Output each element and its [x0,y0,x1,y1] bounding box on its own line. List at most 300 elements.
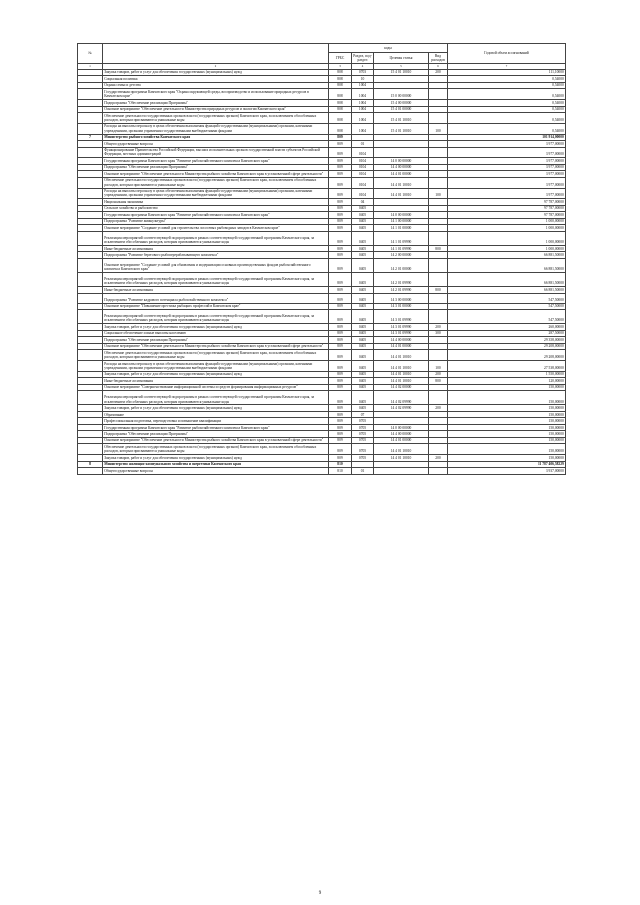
row-target-article: 14 4 02 09990 [374,405,429,411]
row-num [78,350,103,361]
table-header-row [78,44,566,53]
row-expense-type [429,310,448,324]
row-expense-type: 800 [429,245,448,251]
row-grbs: 809 [329,405,352,411]
row-sum: 547,50000 [448,310,566,324]
row-num [78,444,103,455]
row-sum: 150,00000 [448,418,566,424]
row-name: Обеспечение деятельности государственных органов власти (государственных органов) Камчатского края, за исключением обособленных расходов, которым присваиваются уникальные коды [103,350,329,361]
row-razd: 01 [352,468,374,474]
row-sum: 150,00000 [448,411,566,417]
row-name: Министерство жилищно-коммунального хозяйства и энергетики Камчатского края [103,461,329,467]
row-sum: 1 000,00000 [448,225,566,231]
row-grbs: 809 [329,212,352,218]
row-grbs: 809 [329,218,352,224]
row-sum: 97 787,00000 [448,199,566,205]
row-target-article: 14 4 01 10010 [374,188,429,199]
row-name: Подпрограмма "Развитие аквакультуры" [103,218,329,224]
row-target-article: 14 3 01 09990 [374,330,429,336]
row-target-article: 14 4 01 00000 [374,171,429,177]
row-razd: 0705 [352,444,374,455]
row-grbs: 809 [329,411,352,417]
row-sum: 0,54000 [448,123,566,134]
row-name: Государственная программа Камчатского края "Охрана окружающей среды, воспроизводство и использование природных ресурсов в Камчатском крае" [103,89,329,100]
row-razd: 10 [352,76,374,82]
row-target-article: 15 4 01 10010 [374,123,429,134]
row-target-article: 14 4 01 00000 [374,437,429,443]
row-sum: 3 977,00000 [448,177,566,188]
row-sum: 97 787,00000 [448,205,566,211]
row-name: Основное мероприятие "Обеспечение деятельности Министерства рыбного хозяйства Камчатского края в установленной сфере деятельности" [103,171,329,177]
row-sum: 547,50000 [448,303,566,309]
row-razd: 0405 [352,225,374,231]
row-name: Основное мероприятие "Создание условий для строительства лососевых рыбоводных заводов в Камчатском крае" [103,225,329,231]
row-sum: 29 208,00000 [448,350,566,361]
row-razd: 1004 [352,82,374,88]
row-sum: 3 977,00000 [448,141,566,147]
row-name: Государственная программа Камчатского края "Развитие рыбохозяйственного комплекса Камчатского края" [103,158,329,164]
row-expense-type: 200 [429,69,448,75]
row-name: Закупка товаров, работ и услуг для обеспечения государственных (муниципальных) нужд [103,455,329,461]
row-grbs: 809 [329,252,352,258]
row-razd: 0405 [352,350,374,361]
row-sum: 287,50000 [448,330,566,336]
row-sum: 3 937,00000 [448,468,566,474]
budget-table [77,43,566,475]
row-expense-type [429,273,448,287]
row-name: Реализация мероприятий соответствующей подпрограммы в рамках соответствующей государственной программы Камчатского края, за исключением обособленных расходов, которым присваиваются уникальные коды [103,310,329,324]
row-target-article: 14 4 01 10010 [374,455,429,461]
row-grbs: 809 [329,231,352,245]
row-sum: 150,00000 [448,391,566,405]
row-name: Основное мероприятие "Обеспечение деятельности Министерства рыбного хозяйства Камчатского края в установленной сфере деятельности" [103,343,329,349]
row-num [78,188,103,199]
row-name: Иные бюджетные ассигнования [103,245,329,251]
row-name: Обеспечение деятельности государственных органов власти (государственных органов) Камчатского края, за исключением обособленных расходов, которым присваиваются уникальные коды [103,112,329,123]
row-sum: 3 977,00000 [448,147,566,158]
row-target-article: 14 3 01 09990 [374,324,429,330]
row-razd: 0405 [352,405,374,411]
row-grbs: 809 [329,424,352,430]
row-sum: 29 358,00000 [448,337,566,343]
row-name: Подпрограмма "Развитие кадрового потенциала рыбохозяйственного комплекса" [103,293,329,303]
row-name: Сельское хозяйство и рыболовство [103,205,329,211]
row-razd: 0104 [352,158,374,164]
index-cell: 2 [103,64,329,70]
row-expense-type [429,147,448,158]
header-cs: Целевая статья [374,53,429,64]
row-num: 8 [78,461,103,467]
row-grbs: 809 [329,273,352,287]
row-target-article: 14 2 01 09990 [374,287,429,293]
row-razd: 0405 [352,273,374,287]
row-sum: 1 000,00000 [448,245,566,251]
row-sum: 27 538,00000 [448,361,566,372]
row-grbs: 808 [329,112,352,123]
row-expense-type: 100 [429,361,448,372]
row-razd: 1004 [352,112,374,123]
index-cell: 1 [78,64,103,70]
row-target-article: 14 2 01 00000 [374,258,429,272]
row-grbs: 809 [329,384,352,390]
row-grbs: 808 [329,123,352,134]
table-row [78,258,566,272]
row-expense-type [429,444,448,455]
row-target-article: 14 3 01 00000 [374,303,429,309]
row-sum: 260,00000 [448,324,566,330]
row-expense-type: 200 [429,455,448,461]
row-target-article: 14 4 01 10010 [374,350,429,361]
table-row [78,293,566,303]
row-grbs: 809 [329,158,352,164]
row-num [78,310,103,324]
row-target-article: 14 1 01 09990 [374,245,429,251]
row-sum: 66 881,50000 [448,258,566,272]
row-expense-type [429,89,448,100]
row-name: Подпрограмма "Обеспечение реализации Программы" [103,431,329,437]
row-name: Основное мероприятие "Повышение престижа рыбацких профессий в Камчатском крае" [103,303,329,309]
row-grbs: 809 [329,303,352,309]
header-razd: Раздел, под-раздел [353,53,372,63]
row-razd: 0405 [352,324,374,330]
table-row [78,361,566,372]
row-expense-type [429,258,448,272]
row-name: Обеспечение деятельности государственных органов власти (государственных органов) Камчатского края, за исключением обособленных расходов, которым присваиваются уникальные коды [103,177,329,188]
row-num [78,123,103,134]
row-name: Подпрограмма "Обеспечение реализации Программы" [103,100,329,106]
row-num [78,231,103,245]
row-target-article: 14 1 00 00000 [374,218,429,224]
row-target-article: 14 1 01 00000 [374,225,429,231]
row-grbs: 809 [329,258,352,272]
row-num [78,112,103,123]
row-grbs: 809 [329,199,352,205]
row-sum: 1 000,00000 [448,231,566,245]
row-name: Основное мероприятие "Совершенствование информационной системы и средств формирования информационных ресурсов" [103,384,329,390]
row-expense-type: 100 [429,188,448,199]
row-target-article: 14 4 02 09990 [374,391,429,405]
row-grbs: 809 [329,418,352,424]
row-razd: 0405 [352,391,374,405]
row-name: Расходы на выплаты персоналу в целях обеспечения выполнения функций государственными (муниципальными) органами, казенными учреждениями, органами управления государственными внебюджетными фондами [103,123,329,134]
row-num [78,468,103,474]
row-razd: 0405 [352,212,374,218]
table-row [78,177,566,188]
row-target-article: 14 4 00 00000 [374,431,429,437]
row-num [78,273,103,287]
row-target-article: 14 4 01 00000 [374,343,429,349]
row-razd: 0405 [352,337,374,343]
row-sum: 120,00000 [448,378,566,384]
row-target-article: 14 2 00 00000 [374,252,429,258]
row-expense-type: 200 [429,324,448,330]
row-grbs: 809 [329,147,352,158]
row-razd: 0405 [352,231,374,245]
row-grbs: 809 [329,330,352,336]
row-target-article: 14 4 01 10010 [374,444,429,455]
row-name: Социальная политика [103,76,329,82]
row-grbs: 810 [329,468,352,474]
row-grbs: 809 [329,134,352,140]
row-expense-type [429,231,448,245]
row-expense-type [429,391,448,405]
row-grbs: 809 [329,343,352,349]
table-row [78,231,566,245]
row-target-article: 14 4 00 00000 [374,337,429,343]
row-grbs: 809 [329,431,352,437]
header-sum: Годовой объем ассигнований [448,44,566,64]
row-razd: 0405 [352,371,374,377]
row-sum: 547,50000 [448,293,566,303]
row-grbs: 809 [329,444,352,455]
row-expense-type [429,112,448,123]
row-sum: 3 977,00000 [448,188,566,199]
row-grbs: 808 [329,69,352,75]
row-name: Закупка товаров, работ и услуг для обеспечения государственных (муниципальных) нужд [103,371,329,377]
index-cell: 5 [374,64,429,70]
row-sum: 150,00000 [448,424,566,430]
row-num [78,293,103,303]
row-num [78,147,103,158]
row-target-article [374,468,429,474]
row-name: Реализация мероприятий соответствующей подпрограммы в рамках соответствующей государственной программы Камчатского края, за исключением обособленных расходов, которым присваиваются уникальные коды [103,391,329,405]
row-name: Закупка товаров, работ и услуг для обеспечения государственных (муниципальных) нужд [103,405,329,411]
row-target-article: 14 4 01 10010 [374,177,429,188]
row-target-article: 14 4 01 10010 [374,378,429,384]
row-grbs: 809 [329,293,352,303]
row-target-article: 15 4 01 00000 [374,106,429,112]
row-razd: 01 [352,141,374,147]
row-target-article: 15 4 01 10010 [374,69,429,75]
index-cell: 6 [429,64,448,70]
row-grbs: 808 [329,89,352,100]
row-name: Расходы на выплаты персоналу в целях обеспечения выполнения функций государственными (муниципальными) органами, казенными учреждениями, органами управления государственными внебюджетными фондами [103,361,329,372]
row-razd: 0104 [352,147,374,158]
row-name: Обеспечение деятельности государственных органов власти (государственных органов) Камчатского края, за исключением обособленных расходов, которым присваиваются уникальные коды [103,444,329,455]
row-sum: 3 977,00000 [448,171,566,177]
row-name: Государственная программа Камчатского края "Развитие рыбохозяйственного комплекса Камчатского края" [103,424,329,430]
table-row [78,112,566,123]
row-sum: 0,54000 [448,76,566,82]
row-name: Закупка товаров, работ и услуг для обеспечения государственных (муниципальных) нужд [103,324,329,330]
table-row [78,123,566,134]
row-target-article: 15 0 00 00000 [374,89,429,100]
table-row [78,310,566,324]
row-grbs: 809 [329,177,352,188]
row-expense-type: 300 [429,330,448,336]
row-sum: 0,54000 [448,112,566,123]
page-number: 9 [318,891,322,896]
row-sum: 66 881,50000 [448,273,566,287]
row-razd: 0405 [352,205,374,211]
header-num: № [78,44,103,64]
table-row [78,391,566,405]
table-row [78,444,566,455]
row-name: Министерство рыбного хозяйства Камчатского края [103,134,329,140]
row-name: Подпрограмма "Развитие берегового рыбоперерабатывающего комплекса" [103,252,329,258]
row-num [78,89,103,100]
row-grbs: 809 [329,171,352,177]
table-row [78,89,566,100]
row-target-article: 14 2 01 09990 [374,273,429,287]
row-razd: 0703 [352,69,374,75]
row-target-article: 14 0 00 00000 [374,424,429,430]
row-name: Государственная программа Камчатского края "Развитие рыбохозяйственного комплекса Камчатского края" [103,212,329,218]
row-num [78,258,103,272]
row-razd: 0405 [352,330,374,336]
row-razd: 0705 [352,418,374,424]
row-target-article: 14 4 00 00000 [374,164,429,170]
row-target-article [374,147,429,158]
row-name: Охрана семьи и детства [103,82,329,88]
row-name: Иные бюджетные ассигнования [103,378,329,384]
row-sum: 111,10000 [448,69,566,75]
row-grbs: 809 [329,205,352,211]
row-grbs: 808 [329,82,352,88]
row-name: Расходы на выплаты персоналу в целях обеспечения выполнения функций государственными (муниципальными) органами, казенными учреждениями, органами управления государственными внебюджетными фондами [103,188,329,199]
header-vr: Вид расходов [429,53,448,64]
row-sum: 3 977,00000 [448,164,566,170]
row-expense-type: 200 [429,371,448,377]
row-sum: 0,54000 [448,89,566,100]
header-name [103,44,329,64]
row-sum: 101 914,00000 [448,134,566,140]
row-sum: 150,00000 [448,384,566,390]
row-grbs: 808 [329,76,352,82]
row-sum: 1 550,00000 [448,371,566,377]
row-target-article: 14 0 00 00000 [374,158,429,164]
row-name: Основное мероприятие "Обеспечение деятельности Министерства рыбного хозяйства Камчатского края в установленной сфере деятельности" [103,437,329,443]
row-name: Общегосударственные вопросы [103,141,329,147]
row-grbs: 809 [329,391,352,405]
row-target-article: 14 4 01 10010 [374,361,429,372]
row-razd: 1004 [352,89,374,100]
row-razd: 0405 [352,361,374,372]
row-razd: 0405 [352,245,374,251]
row-sum: 97 787,00000 [448,212,566,218]
index-cell: 7 [448,64,566,70]
table-body [78,69,566,474]
row-grbs: 809 [329,310,352,324]
row-num: 7 [78,134,103,140]
row-target-article: 14 4 01 10010 [374,371,429,377]
table-row [78,273,566,287]
row-razd: 1004 [352,106,374,112]
row-sum: 0,54000 [448,106,566,112]
row-name: Социальное обеспечение и иные выплаты населению [103,330,329,336]
row-sum: 3 977,00000 [448,158,566,164]
row-name: Закупка товаров, работ и услуг для обеспечения государственных (муниципальных) нужд [103,69,329,75]
table-row [78,188,566,199]
row-razd: 0405 [352,384,374,390]
row-name: Основное мероприятие "Создание условий для обновления и модернизации основных производственных фондов рыбохозяйственного комплекса Камчатского края" [103,258,329,272]
row-target-article: 15 4 01 10010 [374,112,429,123]
row-grbs: 809 [329,337,352,343]
row-razd: 04 [352,199,374,205]
row-razd: 0705 [352,431,374,437]
row-razd: 0104 [352,188,374,199]
row-sum: 0,54000 [448,82,566,88]
row-sum: 66 881,50000 [448,287,566,293]
row-expense-type: 800 [429,287,448,293]
row-grbs: 809 [329,455,352,461]
row-name: Основное мероприятие "Обеспечение деятельности Министерства природных ресурсов и экологии Камчатского края" [103,106,329,112]
header-codes: коды [329,44,448,53]
row-razd: 0405 [352,252,374,258]
row-grbs: 809 [329,378,352,384]
row-num [78,177,103,188]
row-expense-type [429,468,448,474]
row-expense-type [429,293,448,303]
row-sum: 150,00000 [448,405,566,411]
row-name: Национальная экономика [103,199,329,205]
row-razd: 0104 [352,164,374,170]
index-cell: 4 [352,64,374,70]
row-grbs: 809 [329,371,352,377]
row-expense-type [429,177,448,188]
header-grbs: ГРБС [329,53,352,64]
row-razd: 07 [352,411,374,417]
row-target-article: 14 4 02 00000 [374,384,429,390]
row-grbs: 809 [329,437,352,443]
table-row [78,350,566,361]
row-target-article: 14 0 00 00000 [374,212,429,218]
row-grbs: 809 [329,164,352,170]
row-razd: 0405 [352,287,374,293]
row-razd: 0705 [352,455,374,461]
row-grbs: 809 [329,188,352,199]
row-name: Реализация мероприятий соответствующей подпрограммы в рамках соответствующей государственной программы Камчатского края, за исключением обособленных расходов, которым присваиваются уникальные коды [103,273,329,287]
row-target-article: 14 1 01 09990 [374,231,429,245]
row-sum: 0,54000 [448,100,566,106]
row-grbs: 810 [329,461,352,467]
row-expense-type [429,350,448,361]
row-razd: 0405 [352,343,374,349]
row-razd: 0405 [352,310,374,324]
row-grbs: 809 [329,287,352,293]
row-razd: 0405 [352,218,374,224]
row-sum: 150,00000 [448,437,566,443]
row-razd: 0405 [352,378,374,384]
row-grbs: 809 [329,225,352,231]
table-row [78,147,566,158]
row-name: Образование [103,411,329,417]
row-sum: 150,00000 [448,455,566,461]
row-num [78,361,103,372]
row-sum: 29 208,00000 [448,343,566,349]
index-cell: 3 [329,64,352,70]
row-name: Профессиональная подготовка, переподготовка и повышение квалификации [103,418,329,424]
row-razd: 1004 [352,100,374,106]
row-sum: 66 881,50000 [448,252,566,258]
table-row [78,468,566,474]
row-grbs: 808 [329,100,352,106]
row-name: Общегосударственные вопросы [103,468,329,474]
row-razd: 0405 [352,303,374,309]
row-sum: 150,00000 [448,444,566,455]
row-expense-type: 200 [429,405,448,411]
row-razd: 0405 [352,258,374,272]
row-grbs: 809 [329,324,352,330]
row-name: Иные бюджетные ассигнования [103,287,329,293]
row-name: Функционирование Правительства Российской Федерации, высших исполнительных органов государственной власти субъектов Российской Федерации, местных администраций [103,147,329,158]
row-target-article: 14 3 01 09990 [374,310,429,324]
row-razd: 0104 [352,171,374,177]
row-expense-type: 800 [429,378,448,384]
row-razd: 0405 [352,293,374,303]
row-razd: 0104 [352,177,374,188]
row-name: Подпрограмма "Обеспечение реализации Программы" [103,337,329,343]
